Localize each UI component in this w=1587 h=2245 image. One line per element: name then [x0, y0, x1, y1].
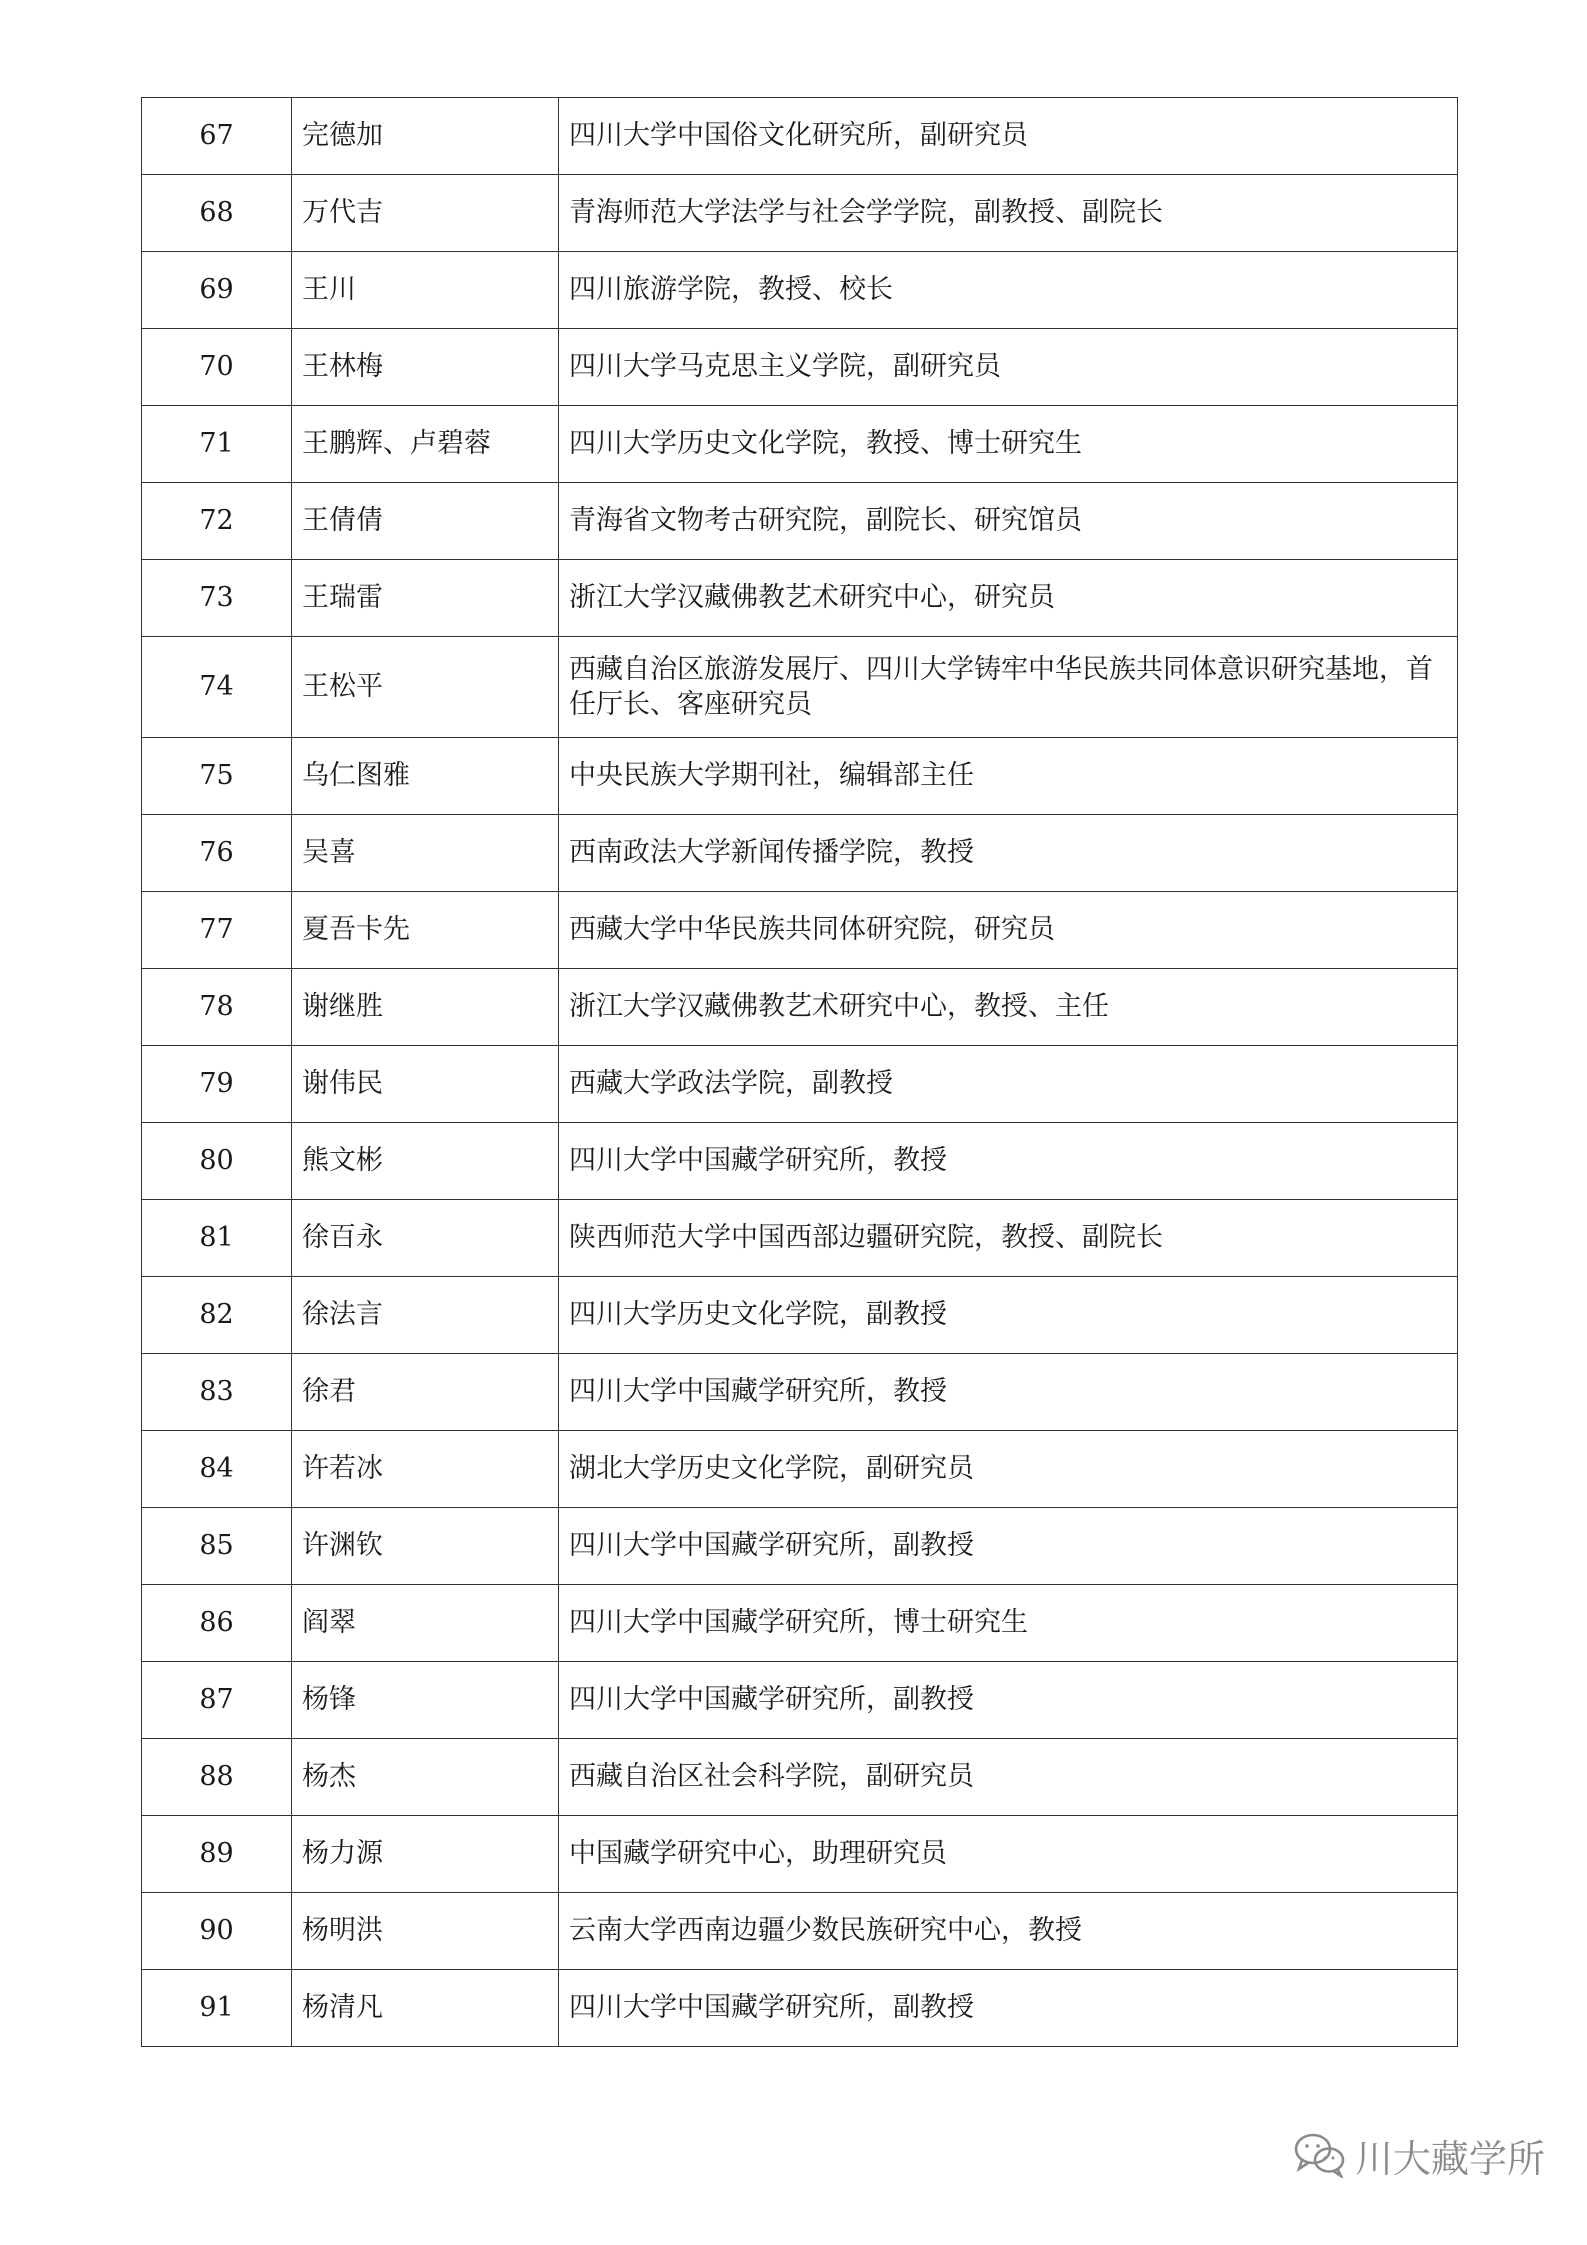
participant-name: 王倩倩	[292, 483, 559, 560]
row-number: 68	[142, 175, 292, 252]
participant-affiliation: 四川大学中国藏学研究所，教授	[559, 1123, 1458, 1200]
participant-affiliation: 中国藏学研究中心，助理研究员	[559, 1816, 1458, 1893]
participant-affiliation: 四川大学中国藏学研究所，副教授	[559, 1508, 1458, 1585]
row-number: 89	[142, 1816, 292, 1893]
participant-name: 乌仁图雅	[292, 738, 559, 815]
table-row	[142, 560, 1458, 637]
participant-affiliation: 四川大学马克思主义学院，副研究员	[559, 329, 1458, 406]
table-row	[142, 1585, 1458, 1662]
watermark-text: 川大藏学所	[1354, 2136, 1545, 2181]
participant-name: 谢伟民	[292, 1046, 559, 1123]
participant-affiliation: 四川大学中国俗文化研究所，副研究员	[559, 98, 1458, 175]
table-row	[142, 637, 1458, 738]
participant-affiliation: 浙江大学汉藏佛教艺术研究中心，教授、主任	[559, 969, 1458, 1046]
table-row	[142, 969, 1458, 1046]
participant-affiliation: 西藏大学中华民族共同体研究院，研究员	[559, 892, 1458, 969]
participant-name: 徐法言	[292, 1277, 559, 1354]
row-number: 73	[142, 560, 292, 637]
table-row	[142, 1354, 1458, 1431]
table-row	[142, 1816, 1458, 1893]
table-row	[142, 738, 1458, 815]
table-row	[142, 1508, 1458, 1585]
table-row	[142, 815, 1458, 892]
participant-name: 完德加	[292, 98, 559, 175]
participant-name: 阎翠	[292, 1585, 559, 1662]
participant-name: 王林梅	[292, 329, 559, 406]
row-number: 75	[142, 738, 292, 815]
participant-name: 万代吉	[292, 175, 559, 252]
row-number: 91	[142, 1970, 292, 2047]
participant-name: 吴喜	[292, 815, 559, 892]
participant-affiliation: 西藏自治区旅游发展厅、四川大学铸牢中华民族共同体意识研究基地，首任厅长、客座研究员	[559, 637, 1458, 738]
participant-name: 王松平	[292, 637, 559, 738]
table-row	[142, 1662, 1458, 1739]
participant-name: 夏吾卡先	[292, 892, 559, 969]
row-number: 83	[142, 1354, 292, 1431]
row-number: 76	[142, 815, 292, 892]
row-number: 71	[142, 406, 292, 483]
participant-name: 杨清凡	[292, 1970, 559, 2047]
row-number: 69	[142, 252, 292, 329]
table-row	[142, 1893, 1458, 1970]
table-row	[142, 892, 1458, 969]
participant-affiliation: 云南大学西南边疆少数民族研究中心，教授	[559, 1893, 1458, 1970]
row-number: 81	[142, 1200, 292, 1277]
participant-affiliation: 四川大学中国藏学研究所，教授	[559, 1354, 1458, 1431]
wechat-icon	[1293, 2132, 1347, 2178]
participant-name: 许渊钦	[292, 1508, 559, 1585]
participant-name: 王瑞雷	[292, 560, 559, 637]
participant-table-body	[142, 98, 1458, 2047]
participant-affiliation: 青海师范大学法学与社会学学院，副教授、副院长	[559, 175, 1458, 252]
table-row	[142, 406, 1458, 483]
participant-affiliation: 青海省文物考古研究院，副院长、研究馆员	[559, 483, 1458, 560]
table-row	[142, 1046, 1458, 1123]
table-row	[142, 1123, 1458, 1200]
row-number: 77	[142, 892, 292, 969]
participant-name: 徐君	[292, 1354, 559, 1431]
participant-affiliation: 四川大学中国藏学研究所，博士研究生	[559, 1585, 1458, 1662]
row-number: 79	[142, 1046, 292, 1123]
row-number: 78	[142, 969, 292, 1046]
participant-affiliation: 四川旅游学院，教授、校长	[559, 252, 1458, 329]
participant-name: 王鹏辉、卢碧蓉	[292, 406, 559, 483]
row-number: 70	[142, 329, 292, 406]
row-number: 90	[142, 1893, 292, 1970]
row-number: 82	[142, 1277, 292, 1354]
watermark	[1293, 2125, 1545, 2185]
table-row	[142, 175, 1458, 252]
row-number: 72	[142, 483, 292, 560]
table-row	[142, 1277, 1458, 1354]
table-row	[142, 1431, 1458, 1508]
participant-affiliation: 浙江大学汉藏佛教艺术研究中心，研究员	[559, 560, 1458, 637]
participant-name: 杨杰	[292, 1739, 559, 1816]
participant-name: 王川	[292, 252, 559, 329]
participant-affiliation: 四川大学历史文化学院，教授、博士研究生	[559, 406, 1458, 483]
participant-name: 徐百永	[292, 1200, 559, 1277]
table-row	[142, 252, 1458, 329]
participant-table	[141, 97, 1458, 2047]
row-number: 86	[142, 1585, 292, 1662]
row-number: 67	[142, 98, 292, 175]
participant-affiliation: 西藏大学政法学院，副教授	[559, 1046, 1458, 1123]
row-number: 84	[142, 1431, 292, 1508]
participant-affiliation: 西南政法大学新闻传播学院，教授	[559, 815, 1458, 892]
participant-name: 许若冰	[292, 1431, 559, 1508]
participant-affiliation: 中央民族大学期刊社，编辑部主任	[559, 738, 1458, 815]
table-row	[142, 1739, 1458, 1816]
row-number: 80	[142, 1123, 292, 1200]
table-row	[142, 483, 1458, 560]
participant-affiliation: 四川大学中国藏学研究所，副教授	[559, 1970, 1458, 2047]
participant-affiliation: 湖北大学历史文化学院，副研究员	[559, 1431, 1458, 1508]
table-row	[142, 1970, 1458, 2047]
row-number: 88	[142, 1739, 292, 1816]
participant-name: 熊文彬	[292, 1123, 559, 1200]
row-number: 87	[142, 1662, 292, 1739]
row-number: 74	[142, 637, 292, 738]
participant-affiliation: 四川大学中国藏学研究所，副教授	[559, 1662, 1458, 1739]
participant-affiliation: 西藏自治区社会科学院，副研究员	[559, 1739, 1458, 1816]
row-number: 85	[142, 1508, 292, 1585]
participant-name: 谢继胜	[292, 969, 559, 1046]
table-row	[142, 98, 1458, 175]
table-row	[142, 1200, 1458, 1277]
participant-name: 杨锋	[292, 1662, 559, 1739]
table-row	[142, 329, 1458, 406]
participant-name: 杨明洪	[292, 1893, 559, 1970]
participant-name: 杨力源	[292, 1816, 559, 1893]
participant-affiliation: 四川大学历史文化学院，副教授	[559, 1277, 1458, 1354]
participant-affiliation: 陕西师范大学中国西部边疆研究院，教授、副院长	[559, 1200, 1458, 1277]
